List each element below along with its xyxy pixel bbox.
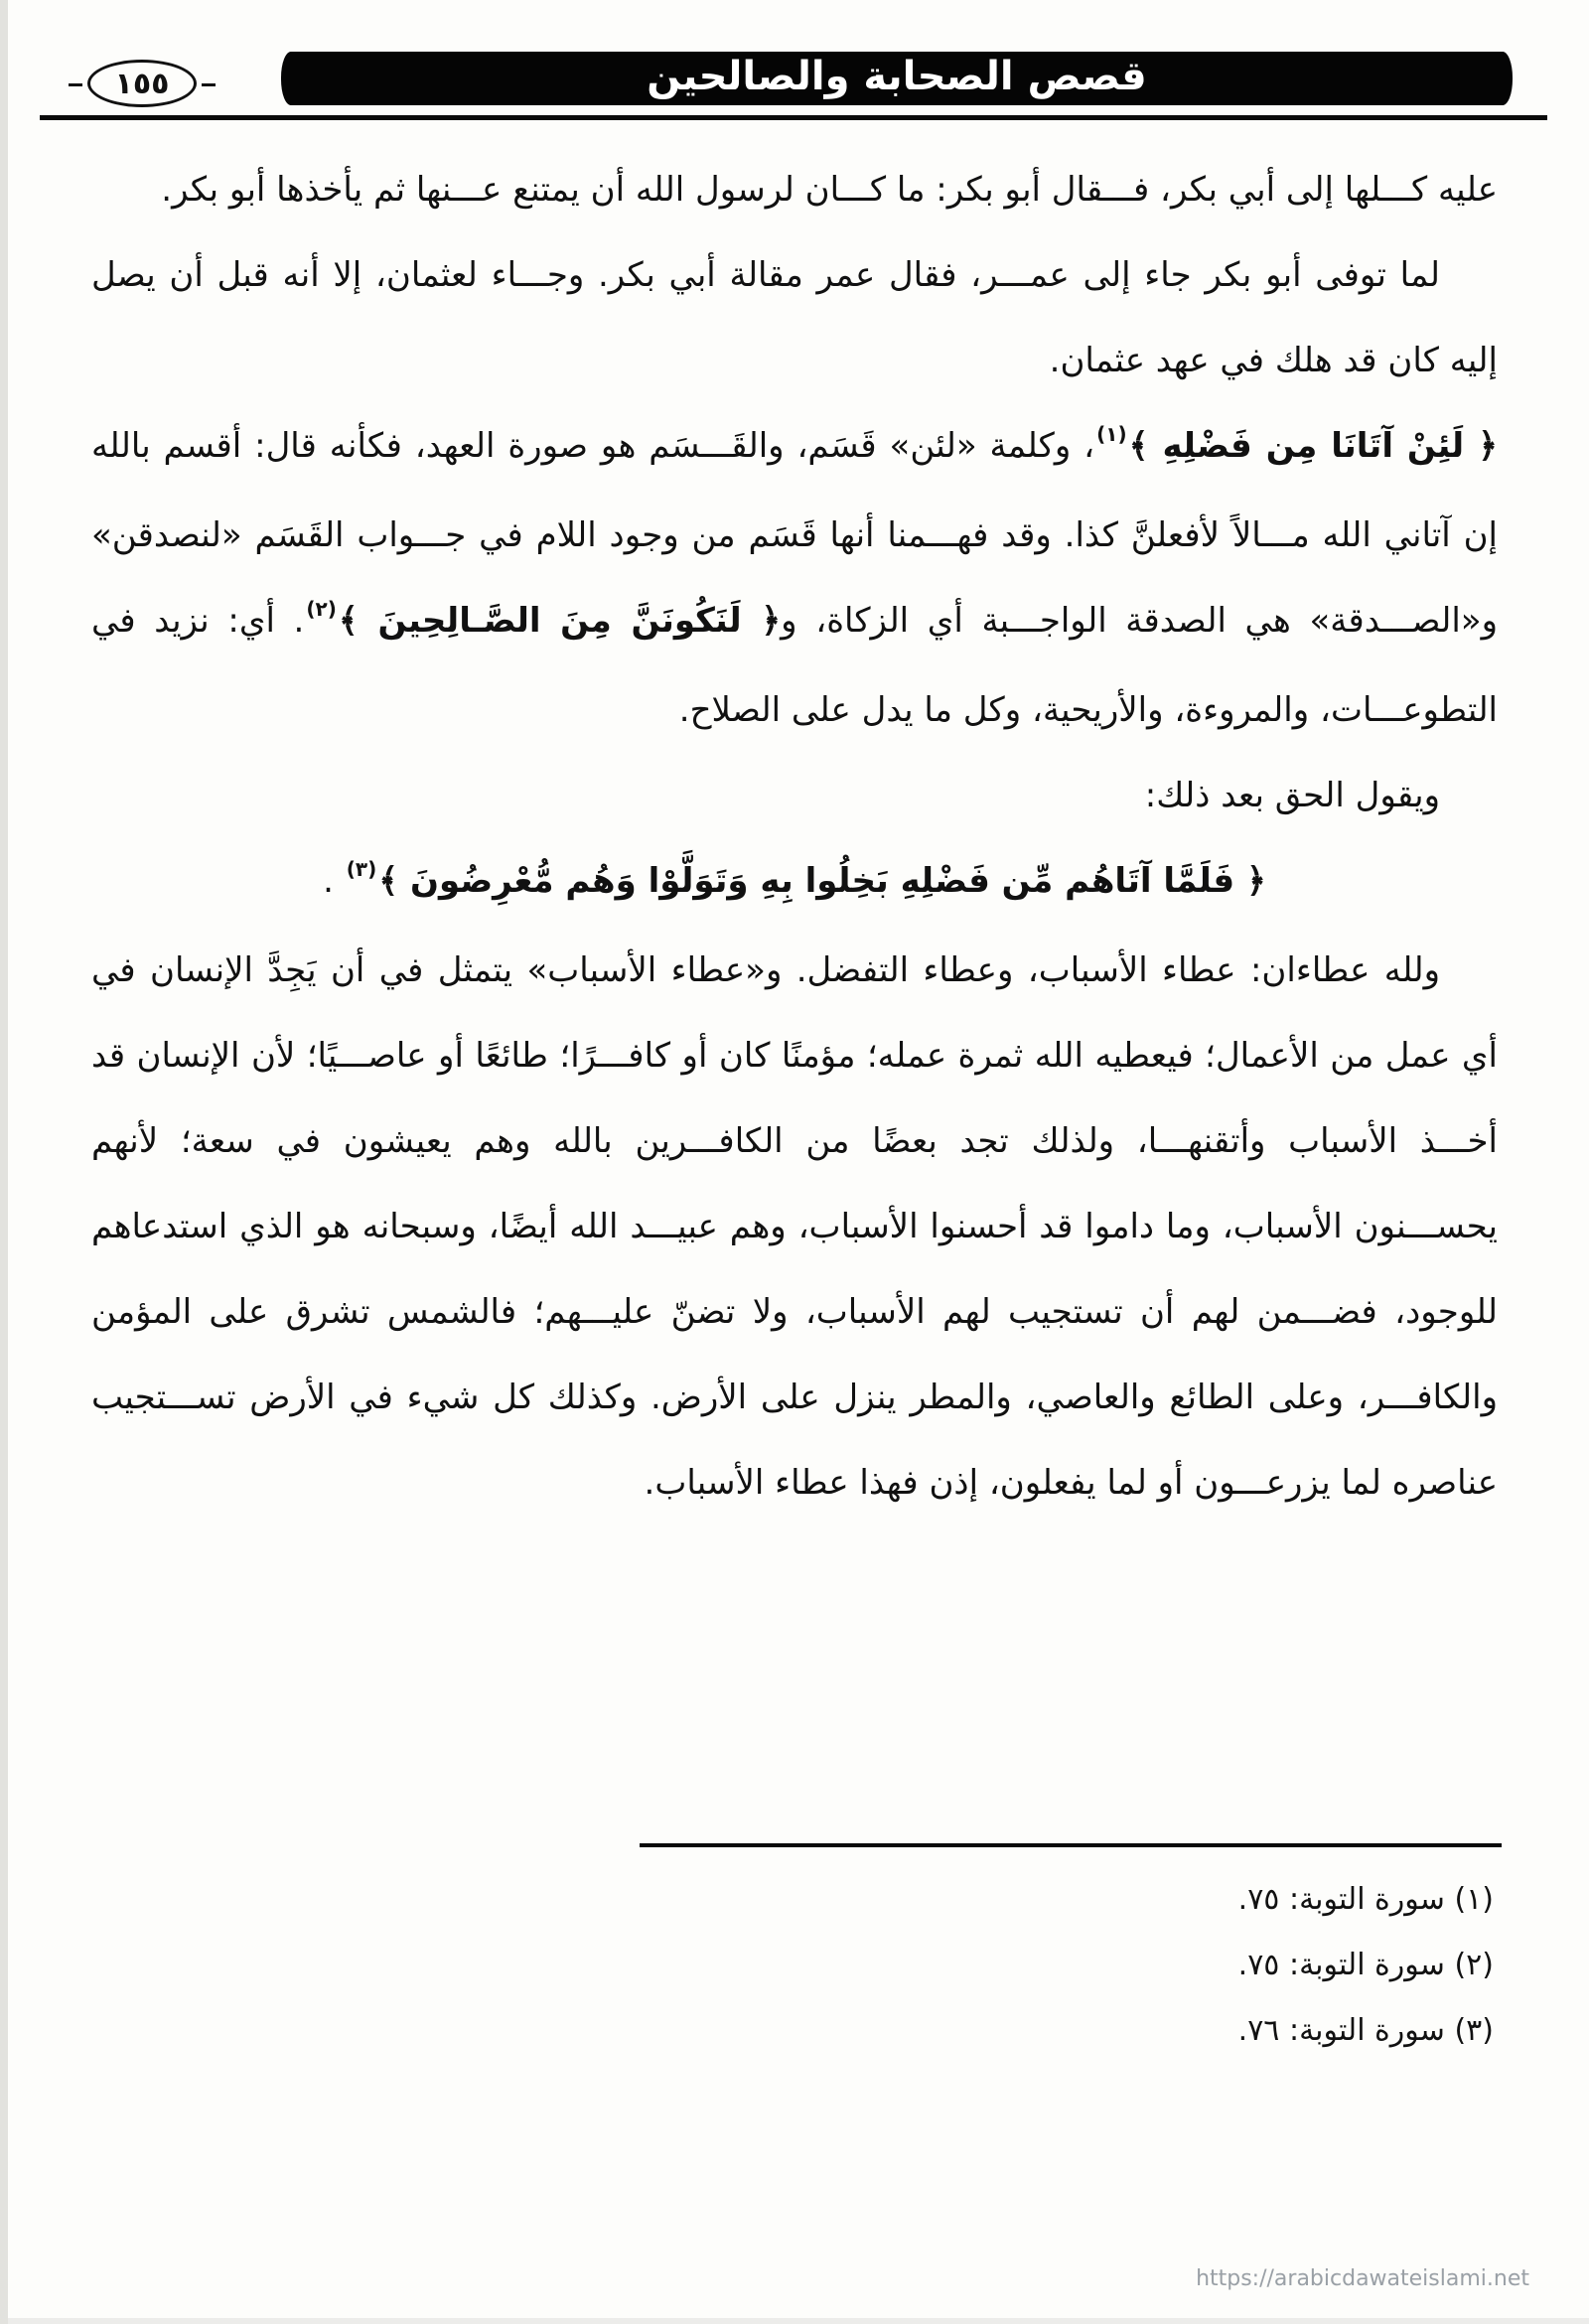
- book-title: قصص الصحابة والصالحين: [647, 54, 1147, 99]
- paragraph: [91, 928, 1498, 1525]
- footnote-marker: (١): [1096, 422, 1127, 446]
- footnote: (٣) سورة التوبة: ٧٦.: [1237, 2013, 1494, 2048]
- footnote: (٢) سورة التوبة: ٧٥.: [1237, 1948, 1494, 1982]
- quran-verse: ﴿ لَئِنْ آتَانَا مِن فَضْلِهِ ﴾: [1128, 426, 1498, 466]
- body-text: ويقول الحق بعد ذلك:: [1144, 776, 1440, 815]
- page-number-badge: [87, 60, 197, 107]
- book-title-banner: [281, 52, 1513, 105]
- header-divider: [40, 115, 1547, 120]
- paragraph: [91, 753, 1498, 838]
- paragraph: [91, 147, 1498, 232]
- quran-verse-line: [91, 838, 1498, 928]
- footnotes-section: [95, 1867, 1494, 2064]
- page-number: ١٥٥: [114, 66, 170, 101]
- body-text: لما توفى أبو بكر جاء إلى عمـــر، فقال عمر مقالة أبي بكر. وجـــاء لعثمان، إلا أنه قبل أن يصل إليه كان قد هلك في عهد عثمان.: [91, 255, 1498, 380]
- paragraph: [91, 403, 1498, 753]
- body-text: ، وكلمة «لئن» قَسَم، والقَـــسَم هو صورة العهد، فكأنه قال: أقسم بالله إن آتاني الله مـــالاً لأفعلنَّ كذا. وقد فهـــمنا أنها قَسَم من وجود اللام في جـــواب القَسَم «لنصدقن» و«الصـــدقة» هي الصدقة الواجـــبة أي الزكاة، و: [91, 426, 1498, 641]
- body-text: .: [323, 861, 345, 901]
- paragraph: [91, 232, 1498, 403]
- body-text: ولله عطاءان: عطاء الأسباب، وعطاء التفضل. و«عطاء الأسباب» يتمثل في أن يَجِدَّ الإنسان في أي عمل من الأعمال؛ فيعطيه الله ثمرة عمله؛ مؤمنًا كان أو كافـــرًا؛ طائعًا أو عاصـــيًا؛ لأن الإنسان قد أخـــذ الأسباب وأتقنهـــا، ولذلك تجد بعضًا من الكافـــرين بالله وهم يعيشون في سعة؛ لأنهم يحســـنون الأسباب، وما داموا قد أحسنوا الأسباب، وهم عبيـــد الله أيضًا، وسبحانه هو الذي استدعاهم للوجود، فضـــمن لهم أن تستجيب لهم الأسباب، ولا تضنّ عليـــهم؛ فالشمس تشرق على المؤمن والكافـــر، وعلى الطائع والعاصي، والمطر ينزل على الأرض. وكذلك كل شيء في الأرض تســـتجيب عناصره لما يزرعـــون أو لما يفعلون، إذن فهذا عطاء الأسباب.: [91, 950, 1498, 1503]
- footnote-marker: (٢): [306, 597, 337, 621]
- quran-verse: ﴿ لَنَكُونَنَّ مِنَ الصَّـالِحِينَ ﴾: [338, 601, 782, 641]
- watermark-url: https://arabicdawateislami.net: [1196, 2266, 1529, 2291]
- footnote: (١) سورة التوبة: ٧٥.: [1237, 1882, 1494, 1917]
- body-text: عليه كـــلها إلى أبي بكر، فـــقال أبو بكر: ما كـــان لرسول الله أن يمتنع عـــنها ثم يأخذها أبو بكر.: [161, 170, 1498, 210]
- footnote-marker: (٣): [346, 857, 377, 881]
- quran-verse: ﴿ فَلَمَّا آتَاهُم مِّن فَضْلِهِ بَخِلُوا بِهِ وَتَوَلَّوْا وَهُم مُّعْرِضُونَ ﴾: [378, 861, 1266, 901]
- body-text: . أي: نزيد في التطوعـــات، والمروءة، والأريحية، وكل ما يدل على الصلاح.: [91, 601, 1498, 730]
- footnote-divider: [640, 1843, 1502, 1847]
- page-body: [91, 147, 1498, 1525]
